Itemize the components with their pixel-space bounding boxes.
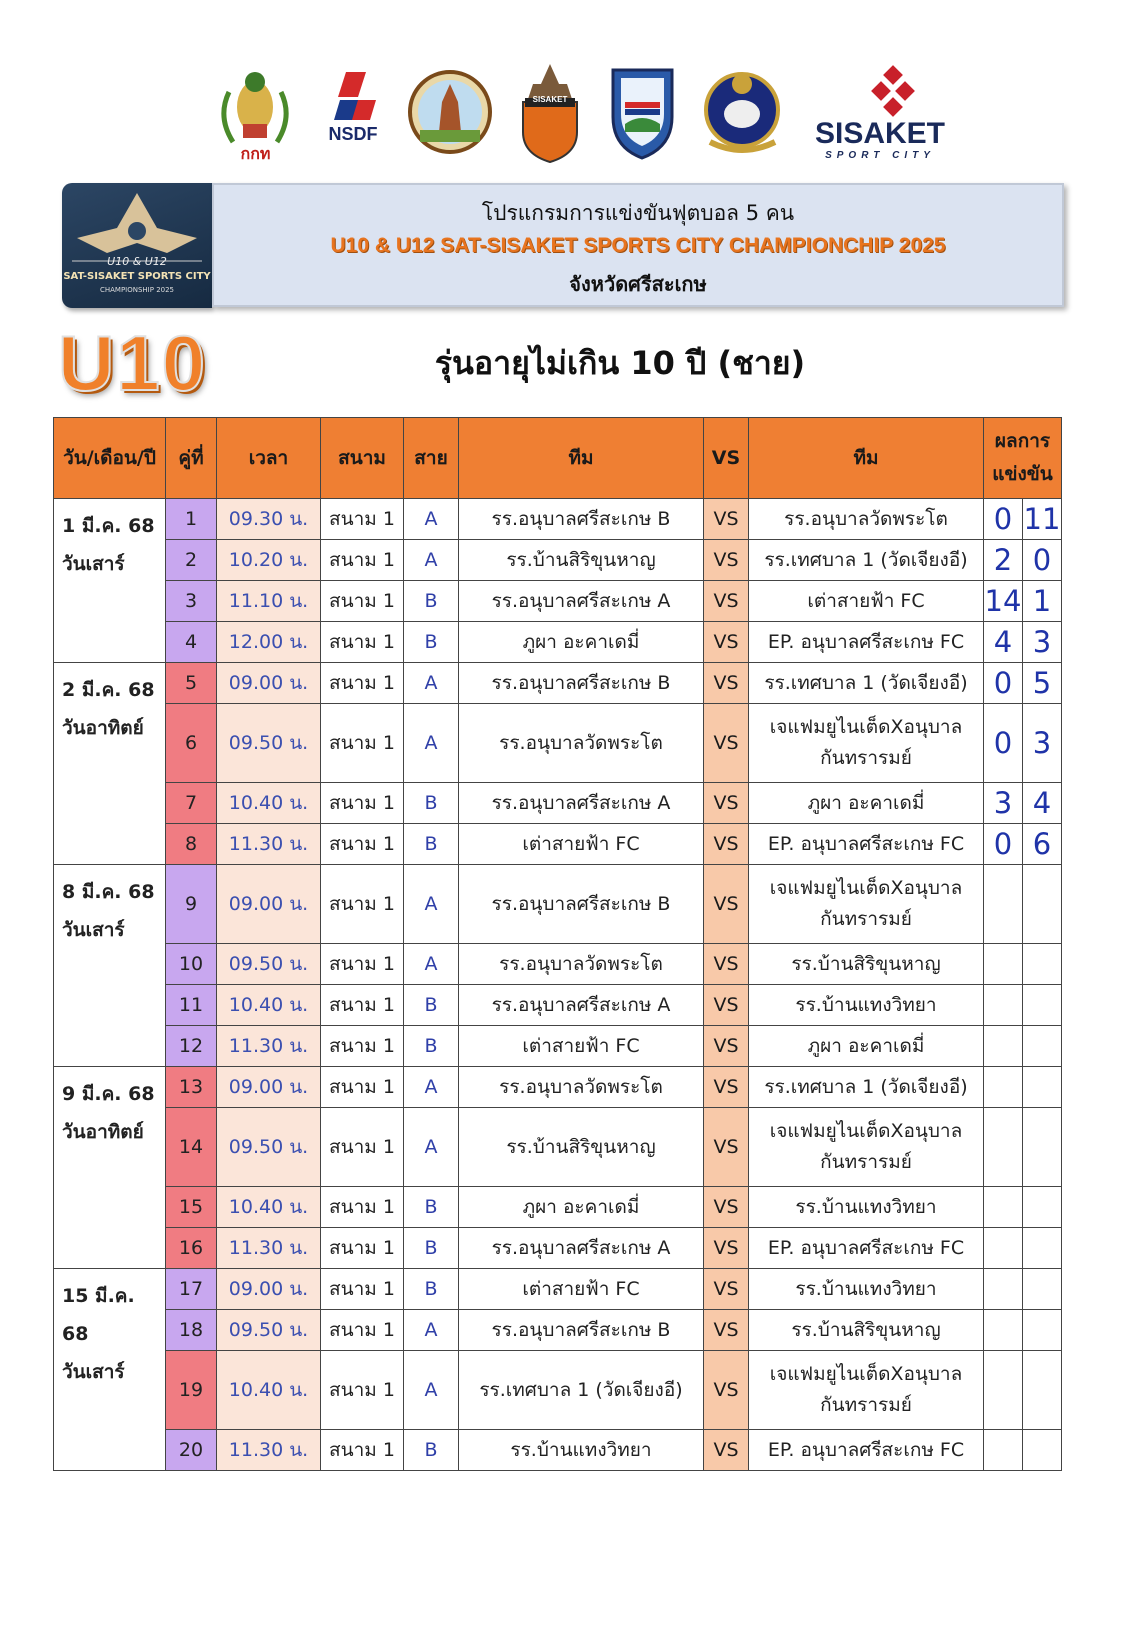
- match-time: 11.10 น.: [217, 581, 321, 622]
- match-number: 1: [166, 499, 217, 540]
- emblem-line-3: CHAMPIONSHIP 2025: [99, 286, 175, 294]
- sisaket-lettering: SISAKET: [814, 117, 946, 150]
- match-number: 4: [166, 622, 217, 663]
- team-a: รร.บ้านแทงวิทยา: [459, 1430, 704, 1471]
- match-field: สนาม 1: [321, 783, 404, 824]
- vs-label: VS: [704, 985, 749, 1026]
- score-team-b: [1023, 1026, 1062, 1067]
- match-field: สนาม 1: [321, 581, 404, 622]
- team-b-line-1: เจแฟมยูไนเต็ดXอนุบาล: [769, 1363, 963, 1386]
- sisaket-shield-icon: [515, 62, 585, 167]
- date-text: 8 มี.ค. 68: [62, 881, 155, 903]
- vs-label: VS: [704, 783, 749, 824]
- match-number: 11: [166, 985, 217, 1026]
- header-match-no: คู่ที่: [166, 418, 217, 499]
- emblem-line-1: U10 & U12: [107, 255, 167, 268]
- team-b: รร.บ้านสิริขุนหาญ: [749, 1310, 984, 1351]
- team-a: รร.อนุบาลศรีสะเกษ B: [459, 865, 704, 944]
- score-team-b: [1023, 1430, 1062, 1471]
- score-team-a: [984, 1187, 1023, 1228]
- score-team-b: 5: [1023, 663, 1062, 704]
- vs-label: VS: [704, 1108, 749, 1187]
- vs-label: VS: [704, 1351, 749, 1430]
- match-pool: A: [404, 540, 459, 581]
- match-number: 10: [166, 944, 217, 985]
- banner-province: จังหวัดศรีสะเกษ: [569, 272, 707, 296]
- score-team-a: [984, 1430, 1023, 1471]
- score-team-b: [1023, 1269, 1062, 1310]
- team-b: [749, 1351, 984, 1430]
- match-field: สนาม 1: [321, 1430, 404, 1471]
- match-pool: A: [404, 1310, 459, 1351]
- score-team-a: 2: [984, 540, 1023, 581]
- match-time: 11.30 น.: [217, 1430, 321, 1471]
- score-team-b: 3: [1023, 704, 1062, 783]
- match-field: สนาม 1: [321, 1187, 404, 1228]
- score-team-a: 0: [984, 824, 1023, 865]
- match-pool: B: [404, 1269, 459, 1310]
- emblem-line-2: SAT-SISAKET SPORTS CITY: [63, 271, 211, 282]
- vs-label: VS: [704, 1228, 749, 1269]
- score-team-b: [1023, 1067, 1062, 1108]
- table-row: [54, 783, 1062, 824]
- score-team-b: [1023, 1108, 1062, 1187]
- match-number: 18: [166, 1310, 217, 1351]
- score-team-a: 0: [984, 704, 1023, 783]
- team-b: [749, 1108, 984, 1187]
- nsdf-lettering: NSDF: [328, 124, 378, 144]
- team-a: เต่าสายฟ้า FC: [459, 824, 704, 865]
- score-team-a: [984, 1228, 1023, 1269]
- vs-label: VS: [704, 1026, 749, 1067]
- match-field: สนาม 1: [321, 622, 404, 663]
- vs-label: VS: [704, 622, 749, 663]
- kkt-lettering: กกท: [240, 144, 271, 163]
- header-row: [54, 418, 1062, 499]
- table-row: [54, 1067, 1062, 1108]
- score-team-a: 0: [984, 499, 1023, 540]
- date-cell: [54, 1269, 166, 1471]
- match-time: 09.30 น.: [217, 499, 321, 540]
- header-team-a: ทีม: [459, 418, 704, 499]
- match-number: 3: [166, 581, 217, 622]
- match-pool: B: [404, 824, 459, 865]
- match-pool: B: [404, 985, 459, 1026]
- score-team-b: 4: [1023, 783, 1062, 824]
- date-text: 2 มี.ค. 68: [62, 679, 155, 701]
- match-time: 09.50 น.: [217, 1310, 321, 1351]
- match-number: 17: [166, 1269, 217, 1310]
- team-a: รร.อนุบาลศรีสะเกษ A: [459, 783, 704, 824]
- match-number: 6: [166, 704, 217, 783]
- match-time: 11.30 น.: [217, 1228, 321, 1269]
- vs-label: VS: [704, 1067, 749, 1108]
- match-pool: A: [404, 865, 459, 944]
- score-team-b: 11: [1023, 499, 1062, 540]
- team-b-line-1: เจแฟมยูไนเต็ดXอนุบาล: [769, 716, 963, 739]
- match-number: 13: [166, 1067, 217, 1108]
- day-text: วันเสาร์: [62, 1361, 125, 1383]
- match-time: 09.50 น.: [217, 1108, 321, 1187]
- vs-label: VS: [704, 540, 749, 581]
- team-a: รร.อนุบาลศรีสะเกษ A: [459, 1228, 704, 1269]
- province-seal-icon: [408, 62, 493, 167]
- table-row: [54, 1026, 1062, 1067]
- team-b-line-2: กันทรารมย์: [820, 1394, 912, 1416]
- date-text: 15 มี.ค. 68: [62, 1285, 135, 1345]
- header-vs: VS: [704, 418, 749, 499]
- score-team-a: [984, 1108, 1023, 1187]
- match-time: 09.00 น.: [217, 663, 321, 704]
- match-pool: A: [404, 499, 459, 540]
- match-pool: A: [404, 663, 459, 704]
- elephant-seal-icon: [700, 62, 785, 167]
- match-number: 7: [166, 783, 217, 824]
- match-pool: B: [404, 1430, 459, 1471]
- team-b: EP. อนุบาลศรีสะเกษ FC: [749, 824, 984, 865]
- match-time: 11.30 น.: [217, 824, 321, 865]
- team-a: รร.อนุบาลศรีสะเกษ B: [459, 499, 704, 540]
- match-field: สนาม 1: [321, 1351, 404, 1430]
- match-pool: A: [404, 944, 459, 985]
- division-title: รุ่นอายุไม่เกิน 10 ปี (ชาย): [434, 344, 806, 382]
- score-team-b: [1023, 1187, 1062, 1228]
- team-a: รร.อนุบาลศรีสะเกษ A: [459, 581, 704, 622]
- sponsor-logos: [215, 62, 960, 172]
- team-b: รร.เทศบาล 1 (วัดเจียงอี): [749, 663, 984, 704]
- score-team-a: [984, 865, 1023, 944]
- table-row: [54, 1108, 1062, 1187]
- schedule-table: [53, 417, 1062, 1471]
- vs-label: VS: [704, 704, 749, 783]
- team-b: ภูผา อะคาเดมี่: [749, 783, 984, 824]
- team-b: รร.อนุบาลวัดพระโต: [749, 499, 984, 540]
- banner-title-thai: โปรแกรมการแข่งขันฟุตบอล 5 คน: [481, 201, 795, 225]
- header-time: เวลา: [217, 418, 321, 499]
- score-team-b: [1023, 865, 1062, 944]
- date-text: 1 มี.ค. 68: [62, 515, 155, 537]
- header-result: [984, 418, 1062, 499]
- day-text: วันเสาร์: [62, 919, 125, 941]
- match-time: 10.40 น.: [217, 783, 321, 824]
- team-a: รร.บ้านสิริขุนหาญ: [459, 540, 704, 581]
- vs-label: VS: [704, 663, 749, 704]
- match-field: สนาม 1: [321, 540, 404, 581]
- team-a: รร.อนุบาลศรีสะเกษ B: [459, 1310, 704, 1351]
- match-number: 12: [166, 1026, 217, 1067]
- table-row: [54, 581, 1062, 622]
- day-text: วันอาทิตย์: [62, 717, 144, 739]
- team-a: รร.อนุบาลศรีสะเกษ B: [459, 663, 704, 704]
- team-a: ภูผา อะคาเดมี่: [459, 1187, 704, 1228]
- match-field: สนาม 1: [321, 1108, 404, 1187]
- match-time: 09.00 น.: [217, 1269, 321, 1310]
- score-team-a: [984, 1310, 1023, 1351]
- match-number: 20: [166, 1430, 217, 1471]
- table-row: [54, 1310, 1062, 1351]
- score-team-a: [984, 1269, 1023, 1310]
- team-a: รร.บ้านสิริขุนหาญ: [459, 1108, 704, 1187]
- score-team-b: [1023, 944, 1062, 985]
- score-team-b: [1023, 1310, 1062, 1351]
- score-team-b: [1023, 985, 1062, 1026]
- vs-label: VS: [704, 581, 749, 622]
- team-b-line-2: กันทรารมย์: [820, 908, 912, 930]
- match-pool: A: [404, 704, 459, 783]
- blue-shield-icon: [605, 62, 680, 167]
- header-date: วัน/เดือน/ปี: [54, 418, 166, 499]
- match-field: สนาม 1: [321, 865, 404, 944]
- score-team-b: 1: [1023, 581, 1062, 622]
- table-row: [54, 663, 1062, 704]
- title-banner: [212, 183, 1064, 307]
- header-result-line-2: แข่งขัน: [992, 463, 1053, 485]
- team-a: เต่าสายฟ้า FC: [459, 1269, 704, 1310]
- match-pool: B: [404, 622, 459, 663]
- score-team-b: [1023, 1228, 1062, 1269]
- table-row: [54, 1228, 1062, 1269]
- team-b: EP. อนุบาลศรีสะเกษ FC: [749, 1430, 984, 1471]
- team-a: รร.เทศบาล 1 (วัดเจียงอี): [459, 1351, 704, 1430]
- table-row: [54, 1351, 1062, 1430]
- table-row: [54, 622, 1062, 663]
- team-b: เต่าสายฟ้า FC: [749, 581, 984, 622]
- team-b: ภูผา อะคาเดมี่: [749, 1026, 984, 1067]
- header-field: สนาม: [321, 418, 404, 499]
- match-time: 12.00 น.: [217, 622, 321, 663]
- day-text: วันเสาร์: [62, 553, 125, 575]
- score-team-a: 0: [984, 663, 1023, 704]
- match-pool: A: [404, 1351, 459, 1430]
- team-b-line-1: เจแฟมยูไนเต็ดXอนุบาล: [769, 877, 963, 900]
- table-row: [54, 1269, 1062, 1310]
- team-b: [749, 704, 984, 783]
- score-team-a: 4: [984, 622, 1023, 663]
- score-team-a: [984, 1067, 1023, 1108]
- date-cell: [54, 499, 166, 663]
- team-b-line-2: กันทรารมย์: [820, 747, 912, 769]
- match-time: 10.40 น.: [217, 1187, 321, 1228]
- match-number: 16: [166, 1228, 217, 1269]
- sport-city-lettering: SPORT CITY: [825, 150, 935, 161]
- match-number: 5: [166, 663, 217, 704]
- championship-emblem: [62, 183, 212, 308]
- team-b: รร.บ้านแทงวิทยา: [749, 1187, 984, 1228]
- team-b: รร.เทศบาล 1 (วัดเจียงอี): [749, 1067, 984, 1108]
- sisaket-shield-lettering: SISAKET: [532, 95, 568, 104]
- match-number: 19: [166, 1351, 217, 1430]
- table-row: [54, 499, 1062, 540]
- team-b: รร.บ้านสิริขุนหาญ: [749, 944, 984, 985]
- match-number: 14: [166, 1108, 217, 1187]
- team-b: รร.บ้านแทงวิทยา: [749, 1269, 984, 1310]
- score-team-a: [984, 944, 1023, 985]
- team-b: [749, 865, 984, 944]
- match-time: 11.30 น.: [217, 1026, 321, 1067]
- team-b: รร.บ้านแทงวิทยา: [749, 985, 984, 1026]
- team-b-line-1: เจแฟมยูไนเต็ดXอนุบาล: [769, 1120, 963, 1143]
- date-cell: [54, 1067, 166, 1269]
- score-team-a: [984, 985, 1023, 1026]
- match-field: สนาม 1: [321, 824, 404, 865]
- score-team-b: [1023, 1351, 1062, 1430]
- match-field: สนาม 1: [321, 985, 404, 1026]
- match-pool: B: [404, 1228, 459, 1269]
- team-a: ภูผา อะคาเดมี่: [459, 622, 704, 663]
- score-team-a: [984, 1351, 1023, 1430]
- match-field: สนาม 1: [321, 1310, 404, 1351]
- match-number: 2: [166, 540, 217, 581]
- table-row: [54, 824, 1062, 865]
- match-number: 9: [166, 865, 217, 944]
- team-a: เต่าสายฟ้า FC: [459, 1026, 704, 1067]
- header-team-b: ทีม: [749, 418, 984, 499]
- match-pool: B: [404, 581, 459, 622]
- match-number: 8: [166, 824, 217, 865]
- match-time: 09.00 น.: [217, 1067, 321, 1108]
- vs-label: VS: [704, 1310, 749, 1351]
- score-team-b: 6: [1023, 824, 1062, 865]
- date-text: 9 มี.ค. 68: [62, 1083, 155, 1105]
- vs-label: VS: [704, 1187, 749, 1228]
- team-b-line-2: กันทรารมย์: [820, 1151, 912, 1173]
- date-cell: [54, 663, 166, 865]
- match-pool: B: [404, 783, 459, 824]
- date-cell: [54, 865, 166, 1067]
- day-text: วันอาทิตย์: [62, 1121, 144, 1143]
- team-b: EP. อนุบาลศรีสะเกษ FC: [749, 1228, 984, 1269]
- match-pool: A: [404, 1108, 459, 1187]
- match-time: 10.40 น.: [217, 1351, 321, 1430]
- match-pool: A: [404, 1067, 459, 1108]
- team-a: รร.อนุบาลวัดพระโต: [459, 944, 704, 985]
- table-row: [54, 540, 1062, 581]
- table-row: [54, 985, 1062, 1026]
- header-pool: สาย: [404, 418, 459, 499]
- score-team-a: 14: [984, 581, 1023, 622]
- vs-label: VS: [704, 865, 749, 944]
- score-team-a: 3: [984, 783, 1023, 824]
- nsdf-logo-icon: [318, 62, 388, 167]
- team-b: รร.เทศบาล 1 (วัดเจียงอี): [749, 540, 984, 581]
- header-result-line-1: ผลการ: [994, 430, 1051, 453]
- match-field: สนาม 1: [321, 663, 404, 704]
- score-team-b: 0: [1023, 540, 1062, 581]
- banner-title-english: U10 & U12 SAT-SISAKET SPORTS CITY CHAMPIONCHIP 2025: [330, 234, 946, 257]
- match-time: 10.20 น.: [217, 540, 321, 581]
- match-number: 15: [166, 1187, 217, 1228]
- table-row: [54, 865, 1062, 944]
- team-b: EP. อนุบาลศรีสะเกษ FC: [749, 622, 984, 663]
- vs-label: VS: [704, 499, 749, 540]
- score-team-b: 3: [1023, 622, 1062, 663]
- score-team-a: [984, 1026, 1023, 1067]
- category-badge: U10: [58, 319, 208, 407]
- vs-label: VS: [704, 824, 749, 865]
- match-field: สนาม 1: [321, 1026, 404, 1067]
- table-row: [54, 1430, 1062, 1471]
- match-time: 10.40 น.: [217, 985, 321, 1026]
- match-time: 09.00 น.: [217, 865, 321, 944]
- vs-label: VS: [704, 944, 749, 985]
- match-field: สนาม 1: [321, 1228, 404, 1269]
- match-time: 09.50 น.: [217, 944, 321, 985]
- match-pool: B: [404, 1187, 459, 1228]
- table-row: [54, 704, 1062, 783]
- match-field: สนาม 1: [321, 1269, 404, 1310]
- match-field: สนาม 1: [321, 944, 404, 985]
- match-field: สนาม 1: [321, 704, 404, 783]
- match-time: 09.50 น.: [217, 704, 321, 783]
- vs-label: VS: [704, 1430, 749, 1471]
- table-row: [54, 1187, 1062, 1228]
- table-row: [54, 944, 1062, 985]
- match-field: สนาม 1: [321, 499, 404, 540]
- team-a: รร.อนุบาลวัดพระโต: [459, 1067, 704, 1108]
- team-a: รร.อนุบาลวัดพระโต: [459, 704, 704, 783]
- vs-label: VS: [704, 1269, 749, 1310]
- match-field: สนาม 1: [321, 1067, 404, 1108]
- team-a: รร.อนุบาลศรีสะเกษ A: [459, 985, 704, 1026]
- match-pool: B: [404, 1026, 459, 1067]
